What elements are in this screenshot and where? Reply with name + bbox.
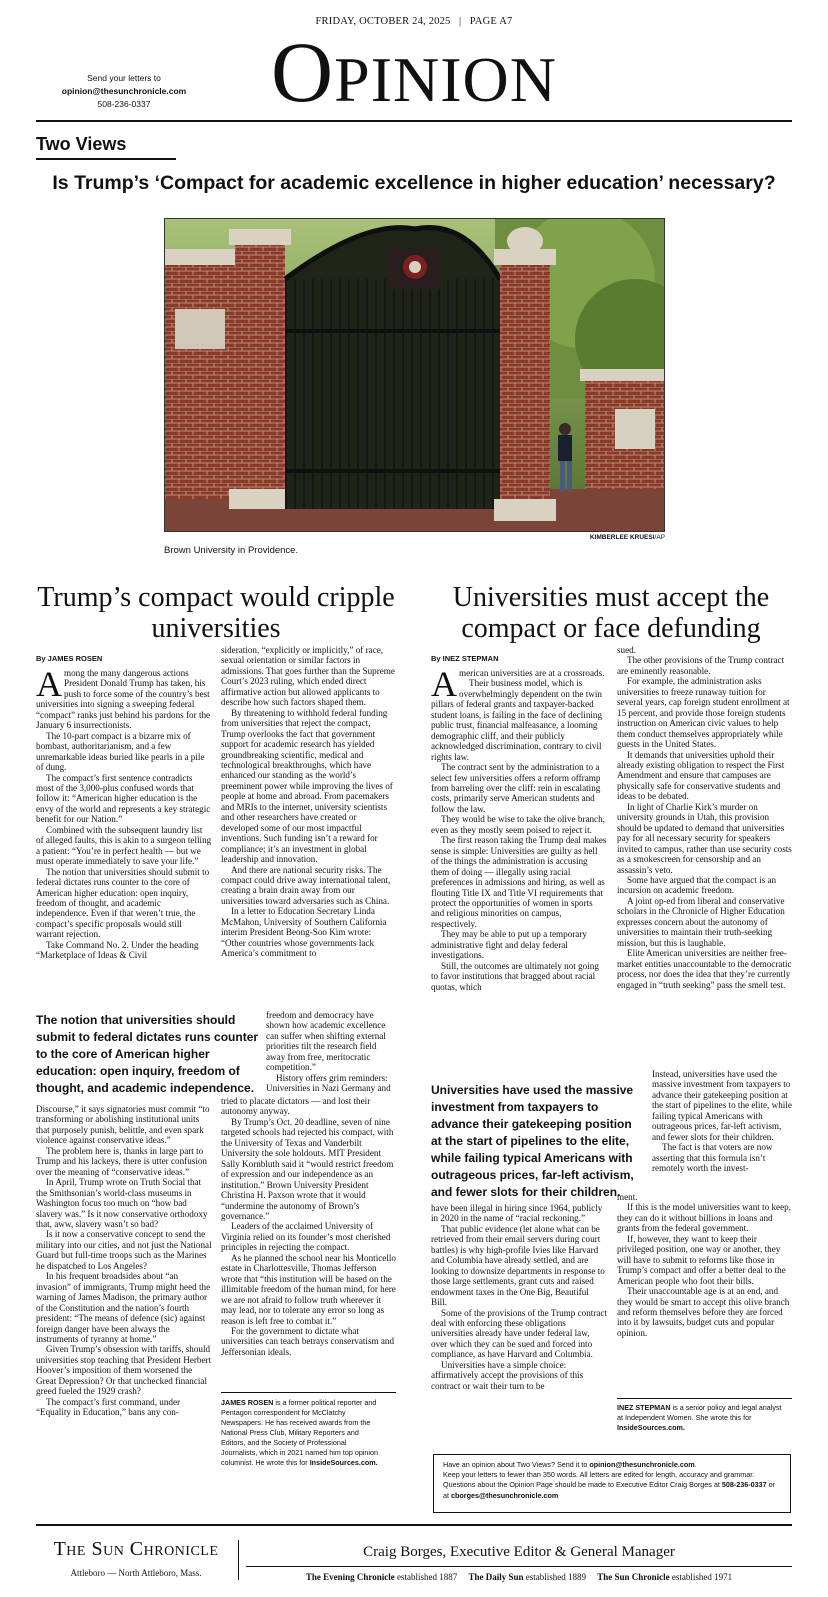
paragraph: They would be wise to take the olive branch, even as they mostly seem poised to reject it.	[431, 814, 605, 835]
paragraph: merican universities are at a crossroads.	[459, 668, 605, 678]
bio-source-link[interactable]: InsideSources.com.	[617, 1423, 685, 1432]
paragraph: freedom and democracy have shown how academic excellence can suffer when shifting external priorities tilt the research field away from free, meritocratic competition.”	[266, 1010, 386, 1073]
gate-photo-illustration	[165, 219, 665, 532]
right-author-bio: INEZ STEPMAN is a senior policy and legal analyst at Independent Women. She wrote this for InsideSources.com.	[617, 1403, 782, 1432]
paragraph: Given Trump’s obsession with tariffs, should universities stop teaching that President Herbert Hoover’s imposition of them worsened the Great Depression? Or that unchecked financial greed fueled the 1929 crash?	[36, 1344, 212, 1397]
paragraph: Discourse,” it says signatories must commit “to transforming or abolishing institutional units that purposely punish, belittle, and even spark violence against conservative ideas.”	[36, 1104, 210, 1146]
paragraph: Take Command No. 2. Under the heading “Marketplace of Ideas & Civil	[36, 939, 199, 961]
date-line: FRIDAY, OCTOBER 24, 2025 | PAGE A7	[315, 16, 513, 27]
section-title-initial: O	[271, 24, 335, 120]
paragraph: The compact’s first command, under “Equality in Education,” bans any con-	[36, 1396, 181, 1418]
right-pull-quote: Universities have used the massive investment from taxpayers to advance their gatekeeping position at the start of pipelines to the elite, while failing typical Americans with outrageous prices, far-left activism, and fewer slots for their children.	[431, 1083, 634, 1199]
paragraph: For the government to dictate what universities can teach betrays conservatism and Jeffersonian ideals.	[221, 1325, 395, 1357]
paragraph: A joint op-ed from liberal and conservative scholars in the Chronicle of Higher Education expresses concern about the autonomy of universities to maintain their truth-seeking mission, but this is laughable.	[617, 895, 785, 948]
right-article-column-2	[617, 645, 792, 1065]
paragraph: The fact is that voters are now asserting that this formula isn’t remotely worth the invest-	[652, 1142, 773, 1174]
paragraph: Universities have a simple choice: affirmatively accept the provisions of this contract or wait their turn to be	[431, 1359, 584, 1391]
paragraph: In light of Charlie Kirk’s murder on university grounds in Utah, this provision should be updated to demand that universities pay for all necessary security for speakers invited to campus, rather than use security costs as a smokescreen for censorship and an assassin’s veto.	[617, 801, 792, 875]
letters-phone: 508-236-0337	[97, 99, 151, 109]
paragraph: Is it now a conservative concept to send the military into our cities, and not just the National Guard but full-time troops such as the Marines he dispatched to Los Angeles?	[36, 1229, 212, 1271]
established-line: The Evening Chronicle established 1887 The Daily Sun established 1889 The Sun Chronicle established 1971	[305, 1572, 733, 1582]
paragraph: In his frequent broadsides about “an invasion” of immigrants, Trump might heed the warning of James Madison, the primary author of the Constitution and the nation’s fourth president: “The means of defence (sic) against foreign danger have been always the instruments of tyranny at home.”	[36, 1271, 211, 1344]
left-dropcap: A	[36, 668, 62, 704]
right-article-byline: By INEZ STEPMAN	[431, 654, 499, 663]
paragraph: have been illegal in hiring since 1964, publicly in 2020 in the name of “racial reckoning.”	[431, 1203, 603, 1224]
editor-email-link[interactable]: cborges@thesunchronicle.com	[451, 1490, 559, 1500]
left-article-column-1b	[36, 1104, 212, 1516]
paragraph: Still, the outcomes are ultimately not going to favor institutions that bragged about racial quotas, which	[431, 960, 599, 992]
paragraph: Combined with the subsequent laundry list of alleged faults, this is akin to a surgeon telling a patient: “You’re in perfect health — but we must operate immediately to save your life.”	[36, 824, 212, 867]
left-article-column-2b	[221, 1096, 396, 1388]
masthead-rule	[36, 120, 792, 122]
paragraph: Their unaccountable age is at an end, and they would be smart to accept this olive branch and reform themselves before they are forced into it by lawsuits, budget cuts and popular opinion.	[617, 1286, 790, 1338]
paragraph: The notion that universities should submit to federal dictates runs counter to the core of American higher education: open inquiry, freedom of thought, and academic independence. Even if that weren’t true, the compact’s specific proposals would still warrant rejection.	[36, 866, 210, 940]
footer-rule	[36, 1524, 792, 1526]
paragraph: In April, Trump wrote on Truth Social that the Smithsonian’s world-class museums in Washington focus too much on “how bad slavery was.” Is it now conservative orthodoxy that, aww, slavery wasn’t so bad?	[36, 1177, 208, 1229]
left-article-column-2	[221, 645, 396, 1007]
gate-photo	[164, 218, 665, 532]
paragraph: In a letter to Education Secretary Linda McMahon, University of Southern California interim President Beong-Soo Kim wrote: “Other countries whose governments lack America’s commitment to	[221, 906, 387, 959]
photo-caption: Brown University in Providence.	[164, 545, 299, 556]
left-article-byline: By JAMES ROSEN	[36, 654, 103, 663]
paragraph: The problem here is, thanks in large part to Trump and his lackeys, there is utter confusion over the meaning of “conservative ideas.”	[36, 1145, 207, 1177]
bio-source-link[interactable]: InsideSources.com.	[309, 1458, 378, 1467]
footer-divider	[238, 1540, 239, 1580]
right-dropcap: A	[431, 668, 457, 704]
footer-inner-rule	[246, 1566, 792, 1567]
paragraph: Their business model, which is overwhelmingly dependent on the twin pillars of federal grants and taxpayer-backed student loans, is failing in the face of declining public trust, financial malfeasance, a looming demographic cliff, and their publicly acknowledged discrimination, contrary to civil rights law.	[431, 678, 603, 762]
paragraph: By Trump’s Oct. 20 deadline, seven of nine targeted schools had rejected his compact, with the University of Texas and Vanderbilt University the sole holdouts. MIT President Sally Kornbluth said it “would restrict freedom of expression and our independence as an institution.” Brown University President Christina H. Paxson wrote that it would “undermine the autonomy of Brown’s governance.”	[221, 1116, 394, 1221]
paper-location: Attleboro — North Attleboro, Mass.	[70, 1568, 202, 1578]
paragraph: That public evidence (let alone what can be retrieved from their email servers during court battles) is why high-profile Ivies like Harvard and Columbia have already settled, and are looking to downsize departments in response to those large settlements, grant cuts and raised endowment taxes in the One Big, Beautiful Bill.	[431, 1223, 605, 1308]
right-article-column-2-wrap	[652, 1069, 792, 1187]
paragraph: As he planned the school near his Monticello estate in Charlottesville, Thomas Jefferson wrote that “this institution will be based on the illimitable freedom of the human mind, for here we are not afraid to follow truth wherever it may lead, nor to tolerate any error so long as reason is left free to combat it.”	[221, 1252, 396, 1326]
paragraph: The first reason taking the Trump deal makes sense is simple: Universities are guilty as hell of the things the administration is accusing them of doing — illegally using racial preferences in admissions and hiring, as well as flouting Title IX and Title VI requirements that protect the opportunities of women in sports and religious minorities on campus, respectively.	[431, 835, 607, 929]
paragraph: By threatening to withhold federal funding from universities that reject the compact, Trump overlooks the fact that government support for academic research has yielded groundbreaking scientific, medical and technological breakthroughs, which have enhanced our standing as the world’s preeminent power while improving the lives of people at home and abroad. From pacemakers and MRIs to the internet, university scientists and other researchers have created or developed some of our most impactful inventions. Such funding isn’t a reward for compliance; it’s an investment in global leadership and innovation.	[221, 707, 393, 865]
paragraph: sideration, “explicitly or implicitly,” of race, sexual orientation or similar factors in admissions. That goes further than the Supreme Court’s 2023 ruling, which ended direct affirmative action but allowed applicants to describe how such factors shaped them.	[221, 645, 395, 708]
paragraph: Some have argued that the compact is an incursion on academic freedom.	[617, 874, 777, 896]
editor-phone: 508-236-0337	[721, 1480, 767, 1490]
paragraph: Leaders of the acclaimed University of Virginia relied on its founder’s most cherished principles in rejecting the compact.	[221, 1221, 391, 1253]
paragraph: History offers grim reminders: Universities in Nazi Germany and	[266, 1072, 391, 1094]
paragraph: If, however, they want to keep their privileged position, one way or another, they will have to submit to reforms like those in Trump’s compact and offer a better deal to the American people who foot their bills.	[617, 1233, 786, 1286]
section-label: Two Views	[36, 134, 176, 160]
left-article-column-2-wrap	[266, 1010, 396, 1094]
right-article-headline: Universities must accept the compact or face defunding	[452, 582, 770, 644]
paper-name: The Sun Chronicle	[53, 1538, 219, 1560]
paragraph: And there are national security risks. The compact could drive away international talent, creating a brain drain away from our universities toward adversaries such as China.	[221, 864, 391, 906]
right-article-column-1b	[431, 1203, 607, 1433]
letters-info-box: Have an opinion about Two Views? Send it to opinion@thesunchronicle.com. Keep your letters to fewer than 350 words. All letters are edited for length, accuracy and grammar. Questions about the Opinion Page should be made to Executive Editor Craig Borges at 508-236-0337 or at cborges@thesunchronicle.com	[433, 1454, 791, 1513]
paragraph: sued.	[617, 645, 637, 655]
letters-label: Send your letters to	[87, 73, 161, 83]
paragraph: Instead, universities have used the massive investment from taxpayers to advance their gatekeeping position at the start of pipelines to the elite, while failing typical Americans with outrageous prices, far-left activism, and fewer slots for their children.	[652, 1069, 792, 1142]
paragraph: The contract sent by the administration to a select few universities offers a reform offramp from barreling over the cliff: rein in escalating costs, primarily serve American students and follow the law.	[431, 762, 601, 814]
paragraph: It demands that universities uphold their already existing obligation to respect the First Amendment and ensure that campuses are physically safe for conservative students and ideas to be debated.	[617, 749, 785, 802]
main-headline: Is Trump’s ‘Compact for academic excellence in higher education’ necessary?	[52, 172, 776, 194]
paragraph: Elite American universities are neither free-market entities unaccountable to the democratic process, nor does the idea that they’re currently engaged in “truth seeking” pass the smell test.	[617, 948, 792, 990]
right-bio-rule	[617, 1398, 792, 1399]
left-article-headline: Trump’s compact would cripple universities	[37, 582, 395, 644]
paragraph: tried to placate dictators — and lost their autonomy anyway.	[221, 1096, 371, 1117]
editor-line: Craig Borges, Executive Editor & General Manager	[363, 1544, 675, 1560]
section-title	[0, 24, 828, 124]
paragraph: They may be able to put up a temporary administrative fight and delay federal investigations.	[431, 929, 587, 961]
paragraph: The compact’s first sentence contradicts most of the 3,000-plus confused words that follow it: “American higher education is the envy of the world and represents a key strategic benefit for our Nation.”	[36, 772, 211, 825]
left-author-bio: JAMES ROSEN is a former political reporter and Pentagon correspondent for McClatchy Newspapers. He has received awards from the National Press Club, Military Reporters and Editors, and the Society of Professional Journalists, which in 2021 named him top opinion columnist. He wrote this for InsideSources.com.	[221, 1398, 379, 1467]
paragraph: Some of the provisions of the Trump contract deal with enforcing these obligations universities already have under federal law, over which they can be sued and forced into compliance, as have Harvard and Columbia.	[431, 1307, 607, 1360]
paragraph: The 10-part compact is a bizarre mix of bombast, authoritarianism, and a few unremarkable ideas buried like pearls in a pile of dung.	[36, 730, 205, 773]
photo-credit: KIMBERLEE KRUESI/AP	[589, 534, 665, 541]
left-article-column-1	[36, 668, 212, 1008]
paragraph: If this is the model universities want to keep, they can do it without billions in loans and grants from the federal government.	[617, 1202, 791, 1234]
paragraph: The other provisions of the Trump contract are eminently reasonable.	[617, 655, 785, 676]
section-title-rest: PINION	[334, 44, 557, 115]
paragraph: mong the many dangerous actions President Donald Trump has taken, his push to force some of the country’s best universities into signing a sweeping federal “compact” ranks just behind his pardons for the January 6 insurrectionists.	[36, 668, 211, 731]
right-article-column-1	[431, 668, 607, 1063]
letters-email-link[interactable]: opinion@thesunchronicle.com	[589, 1460, 695, 1469]
left-bio-rule	[221, 1392, 396, 1393]
paragraph: For example, the administration asks universities to freeze runaway tuition for several years, cap foreign student enrollment at 15 percent, and provide those foreign students instruction on American civic values to help them conduct themselves appropriately while guests in the United States.	[617, 676, 790, 750]
paragraph: ment.	[617, 1192, 638, 1202]
right-article-column-2b	[617, 1192, 792, 1388]
letters-email[interactable]: opinion@thesunchronicle.com	[61, 86, 187, 96]
left-pull-quote: The notion that universities should submit to federal dictates runs counter to the core of American higher education: open inquiry, freedom of thought, and academic independence.	[36, 1013, 259, 1095]
